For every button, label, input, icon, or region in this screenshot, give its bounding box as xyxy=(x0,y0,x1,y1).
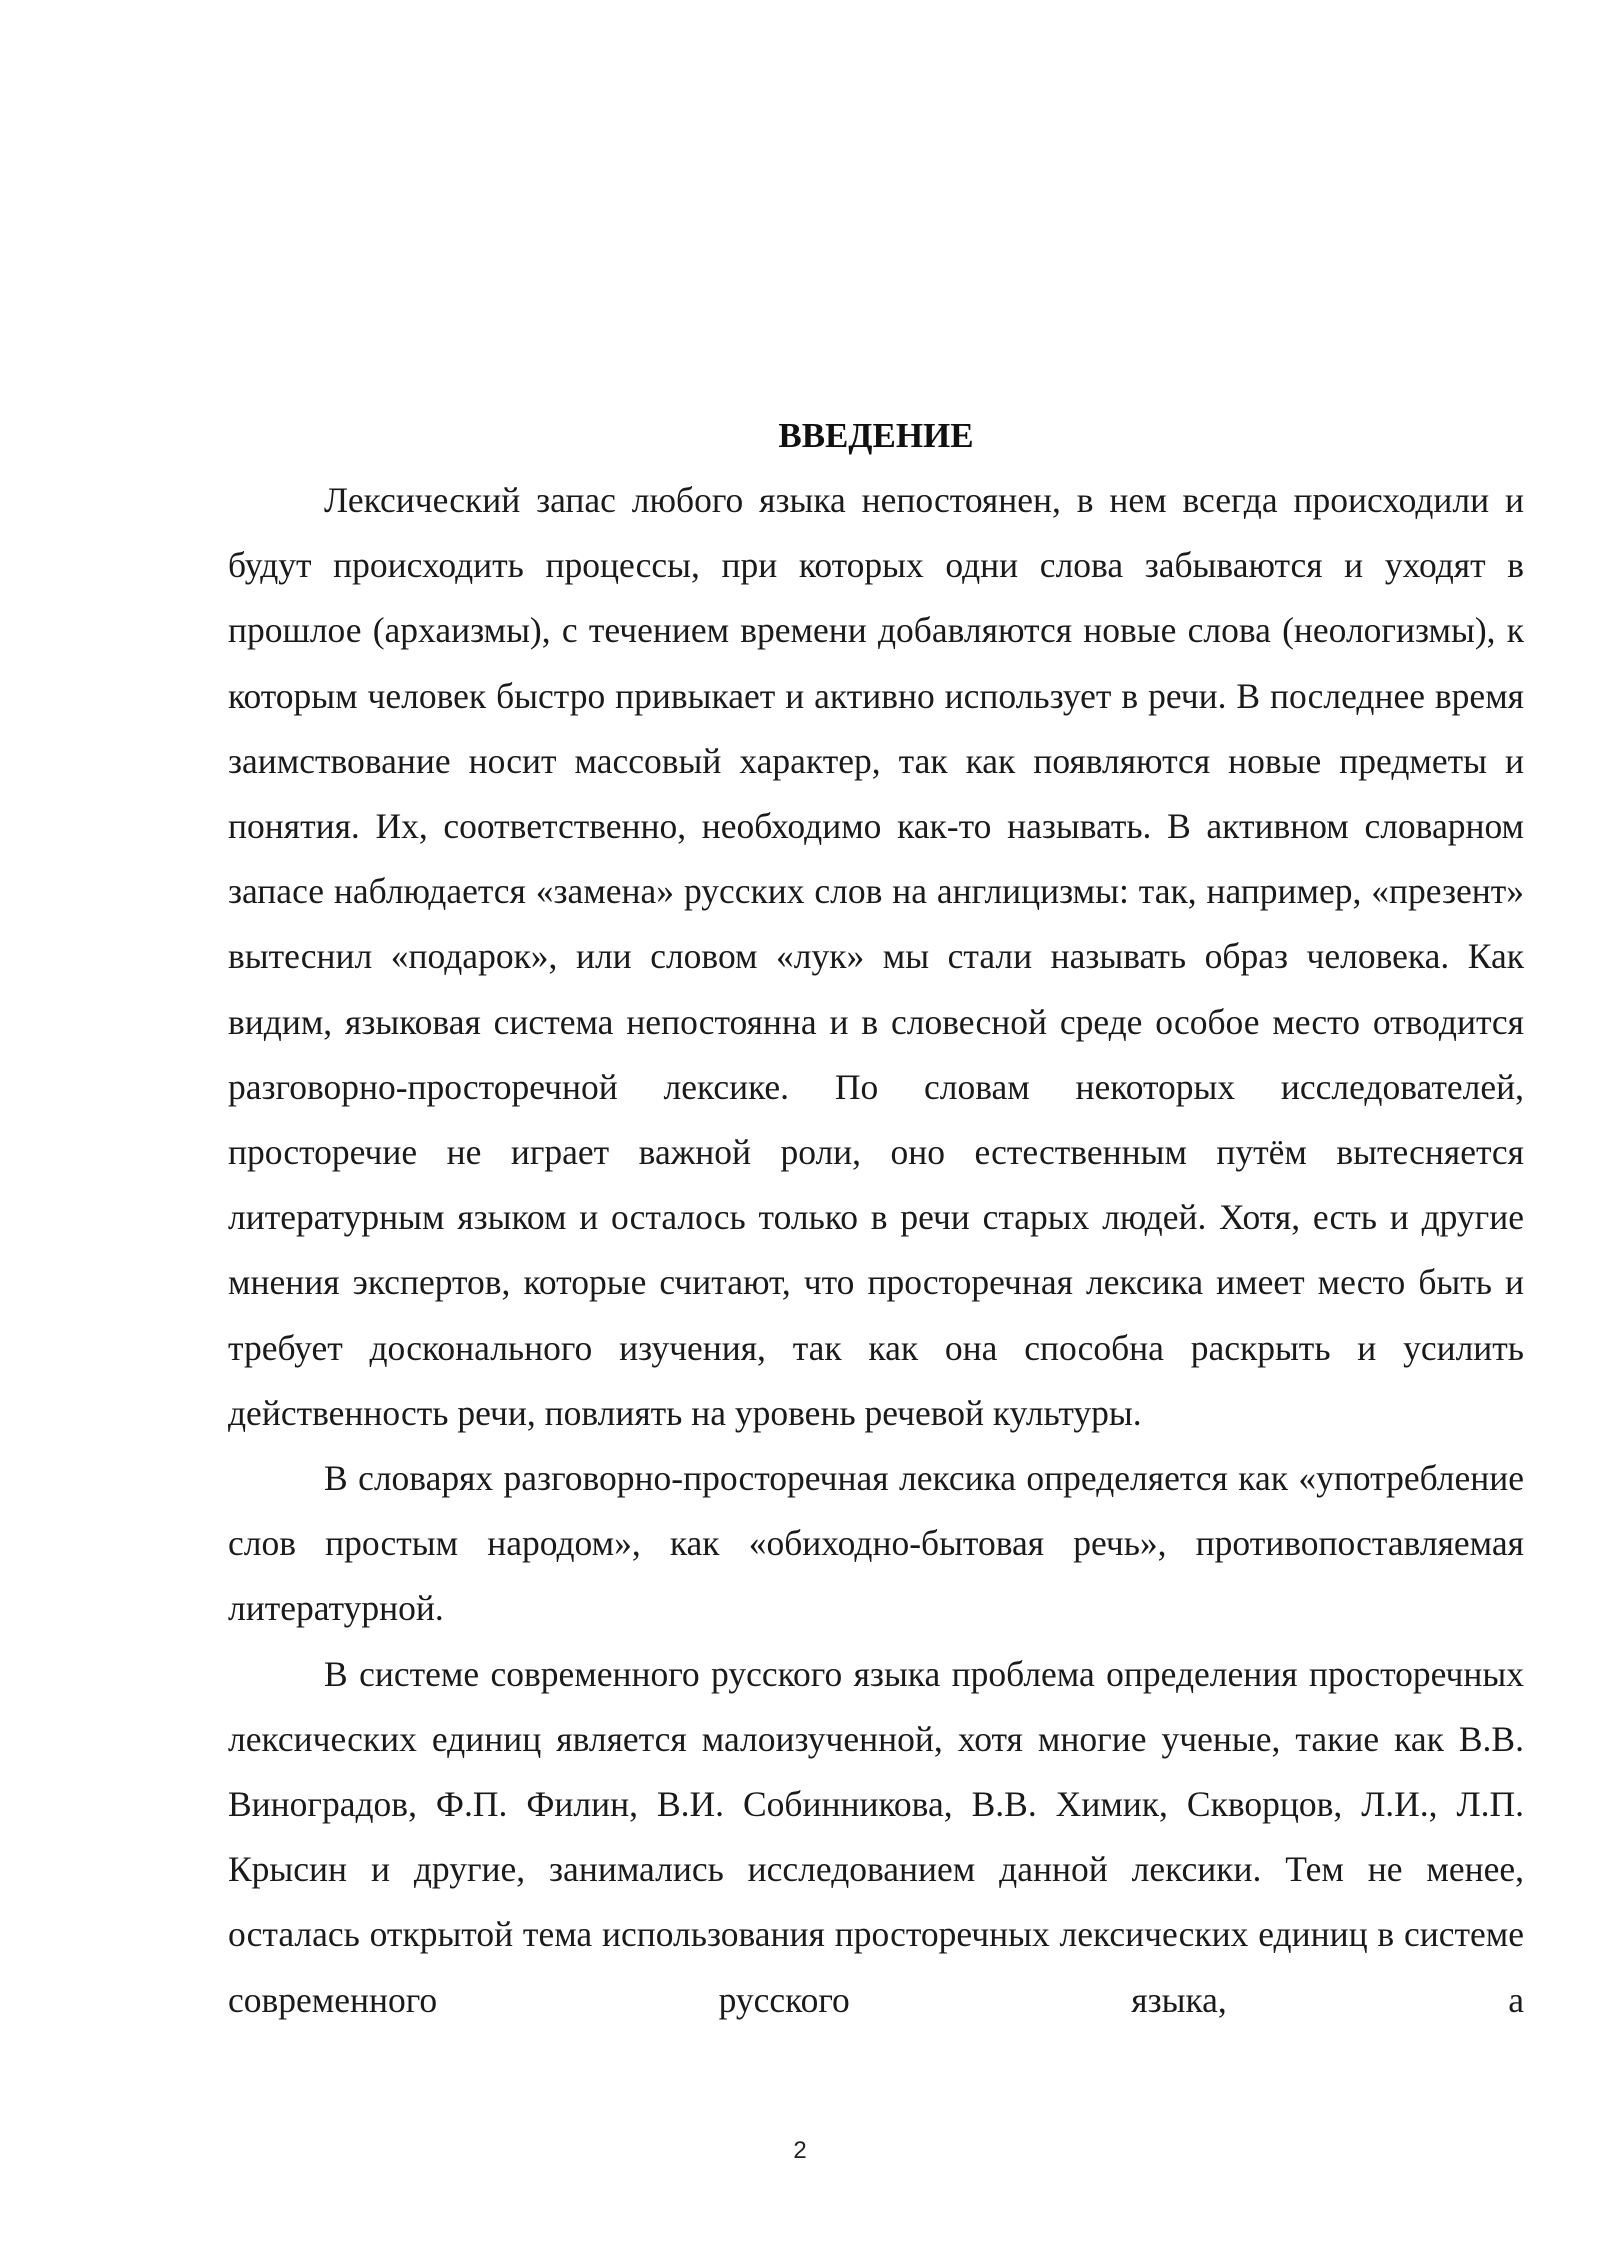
paragraph-1: Лексический запас любого языка непостоянен, в нем всегда происходили и будут происходить процессы, при которых одни слова забываются и уходят в прошлое (архаизмы), с течением времени добавляются новые слова (неологизмы), к которым человек быстро привыкает и активно использует в речи. В последнее время заимствование носит массовый характер, так как появляются новые предметы и понятия. Их, соответственно, необходимо как-то называть. В активном словарном запасе наблюдается «замена» русских слов на англицизмы: так, например, «презент» вытеснил «подарок», или словом «лук» мы стали называть образ человека. Как видим, языковая система непостоянна и в словесной среде особое место отводится разговорно-просторечной лексике. По словам некоторых исследователей, просторечие не играет важной роли, оно естественным путём вытесняется литературным языком и осталось только в речи старых людей. Хотя, есть и другие мнения экспертов, которые считают, что просторечная лексика имеет место быть и требует досконального изучения, так как она способна раскрыть и усилить действенность речи, повлиять на уровень речевой культуры. xyxy=(228,480,1524,1433)
paragraph-3: В системе современного русского языка проблема определения просторечных лексических единиц является малоизученной, хотя многие ученые, такие как В.В. Виноградов, Ф.П. Филин, В.И. Собинникова, В.В. Химик, Скворцов, Л.И., Л.П. Крысин и другие, занимались исследованием данной лексики. Тем не менее, осталась открытой тема использования просторечных лексических единиц в системе современного русского языка, а xyxy=(228,1653,1524,2020)
paragraph-2: В словарях разговорно-просторечная лексика определяется как «употребление слов простым народом», как «обиходно-бытовая речь», противопоставляемая литературной. xyxy=(228,1458,1524,1629)
body-text xyxy=(228,468,1524,2033)
page-title: ВВЕДЕНИЕ xyxy=(778,416,974,455)
page-number: 2 xyxy=(793,2137,807,2164)
